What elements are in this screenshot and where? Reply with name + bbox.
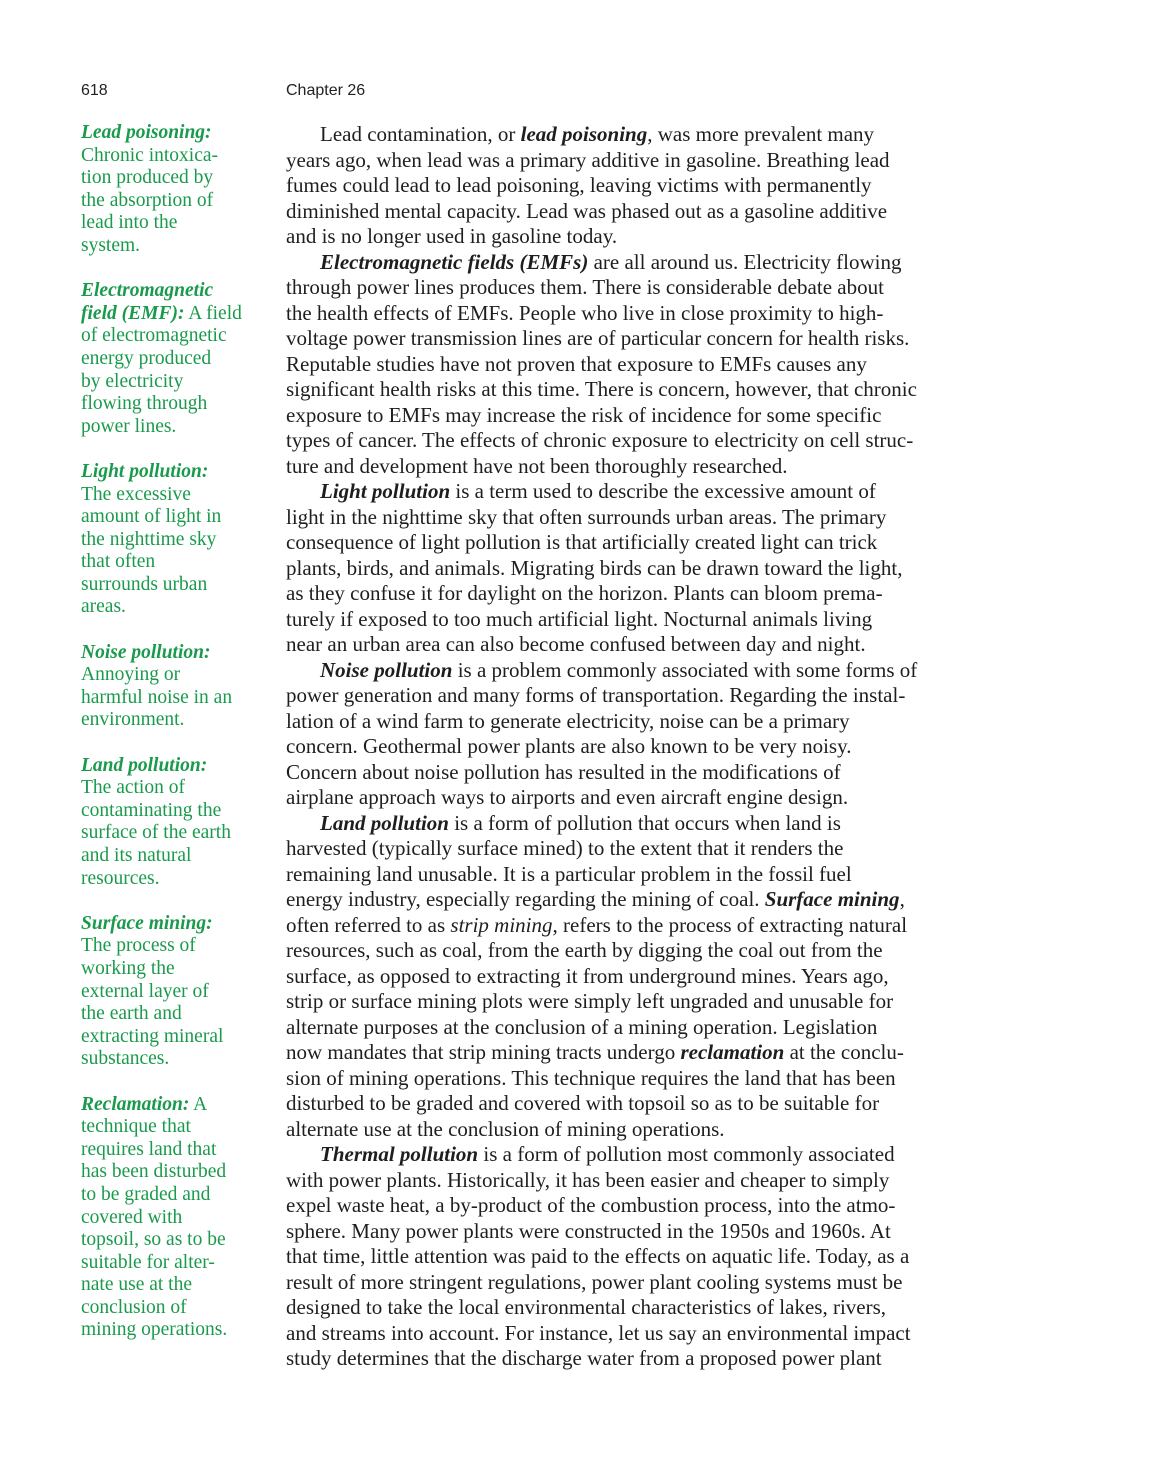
text-line: types of cancer. The effects of chronic exposure to electricity on cell struc- (286, 428, 914, 452)
text-line (286, 1142, 1010, 1168)
glossary-text: A field (184, 302, 242, 324)
paragraph-thermal-pollution (286, 1142, 1010, 1372)
text-line: significant health risks at this time. There is concern, however, that chronic (286, 377, 917, 401)
glossary-line: the absorption of (81, 189, 214, 211)
text-line: alternate use at the conclusion of mining operations. (286, 1116, 725, 1141)
text-line: exposure to EMFs may increase the risk of incidence for some specific (286, 402, 882, 427)
paragraph-noise-pollution (286, 658, 1010, 811)
glossary-line (81, 303, 259, 326)
text-line (286, 250, 1010, 276)
text-line: strip or surface mining plots were simply left ungraded and unusable for (286, 989, 894, 1013)
glossary-entry-noise-pollution (81, 642, 259, 732)
body-text (286, 122, 1010, 1372)
text-line: surface, as opposed to extracting it from underground mines. Years ago, (286, 963, 889, 988)
key-term: Light pollution (320, 479, 451, 503)
glossary-line: by electricity (81, 370, 184, 392)
glossary-line: areas. (81, 596, 126, 618)
glossary-term: Surface mining: (81, 912, 213, 934)
glossary-line: Annoying or (81, 664, 181, 686)
glossary-line: external layer of (81, 980, 209, 1002)
key-term: Noise pollution (320, 657, 453, 682)
glossary-line: The action of (81, 777, 185, 799)
glossary-line: surface of the earth (81, 822, 231, 844)
text-span: at the conclu- (784, 1040, 904, 1064)
text-line: sphere. Many power plants were constructed in the 1950s and 1960s. At (286, 1218, 891, 1243)
text-span: are all around us. Electricity flowing (588, 249, 902, 274)
glossary-line: amount of light in (81, 506, 222, 528)
text-line: alternate purposes at the conclusion of a mining operation. Legislation (286, 1014, 878, 1039)
glossary-line: covered with (81, 1206, 183, 1228)
glossary-line: technique that (81, 1116, 191, 1138)
text-line: harvested (typically surface mined) to the extent that it renders the (286, 836, 844, 860)
glossary-line: The process of (81, 935, 196, 957)
glossary-term: Land pollution: (81, 754, 208, 776)
glossary-sidebar (81, 122, 259, 1365)
page-number: 618 (81, 82, 108, 99)
glossary-entry-emf (81, 280, 259, 438)
text-line: the health effects of EMFs. People who live in close proximity to high- (286, 300, 884, 325)
text-line (286, 913, 1010, 939)
glossary-entry-land-pollution (81, 755, 259, 891)
glossary-line: energy produced (81, 347, 212, 369)
text-span: is a form of pollution that occurs when land is (448, 810, 841, 835)
paragraph-lead-poisoning (286, 122, 1010, 250)
glossary-term: Light pollution: (81, 460, 209, 482)
chapter-header: Chapter 26 (286, 82, 366, 99)
paragraph-light-pollution (286, 479, 1010, 658)
glossary-line: The excessive (81, 483, 191, 505)
text-line: as they confuse it for daylight on the horizon. Plants can bloom prema- (286, 581, 883, 605)
glossary-line: tion produced by (81, 167, 214, 189)
text-span: energy industry, especially regarding the mining of coal. (286, 887, 765, 911)
paragraph-emf (286, 250, 1010, 480)
text-span: is a term used to describe the excessive amount of (450, 479, 876, 503)
text-line: remaining land unusable. It is a particular problem in the fossil fuel (286, 861, 852, 886)
key-term: Electromagnetic fields (EMFs) (320, 249, 589, 274)
text-span: , (899, 887, 905, 911)
text-line: result of more stringent regulations, power plant cooling systems must be (286, 1269, 903, 1294)
text-line: and streams into account. For instance, let us say an environmental impact (286, 1320, 911, 1345)
text-line (286, 1040, 1010, 1066)
text-line: consequence of light pollution is that artificially created light can trick (286, 530, 878, 554)
text-span: often referred to as (286, 912, 451, 937)
text-line: designed to take the local environmental characteristics of lakes, rivers, (286, 1295, 887, 1319)
text-line: expel waste heat, a by-product of the combustion process, into the atmo- (286, 1193, 896, 1217)
glossary-line: contaminating the (81, 799, 222, 821)
text-span: is a form of pollution most commonly associated (478, 1142, 895, 1166)
text-span: , was more prevalent many (647, 122, 875, 146)
glossary-line: resources. (81, 867, 160, 889)
text-line: disturbed to be graded and covered with topsoil so as to be suitable for (286, 1091, 880, 1115)
glossary-line: suitable for alter- (81, 1251, 215, 1273)
glossary-term: Lead poisoning: (81, 122, 212, 143)
glossary-line: requires land that (81, 1138, 217, 1160)
glossary-line: flowing through (81, 393, 208, 415)
glossary-line: has been disturbed (81, 1161, 227, 1183)
text-line (286, 122, 1010, 148)
glossary-line: of electromagnetic (81, 325, 227, 347)
text-line: light in the nighttime sky that often surrounds urban areas. The primary (286, 504, 887, 529)
glossary-entry-surface-mining (81, 913, 259, 1071)
text-line: near an urban area can also become confused between day and night. (286, 632, 866, 656)
key-term: Land pollution (320, 810, 449, 835)
text-line: power generation and many forms of transportation. Regarding the instal- (286, 683, 906, 707)
glossary-line: harmful noise in an (81, 686, 233, 708)
glossary-term: Reclamation: (81, 1093, 190, 1115)
text-line: lation of a wind farm to generate electricity, noise can be a primary (286, 708, 850, 733)
glossary-entry-reclamation (81, 1094, 259, 1343)
glossary-line: topsoil, so as to be (81, 1229, 226, 1251)
glossary-text: A (189, 1093, 208, 1115)
glossary-line: power lines. (81, 415, 177, 437)
text-line: with power plants. Historically, it has been easier and cheaper to simply (286, 1167, 890, 1192)
text-span: now mandates that strip mining tracts undergo (286, 1040, 681, 1064)
glossary-line: extracting mineral (81, 1025, 224, 1047)
text-line: concern. Geothermal power plants are also known to be very noisy. (286, 734, 852, 758)
text-line: fumes could lead to lead poisoning, leaving victims with permanently (286, 173, 872, 197)
glossary-line (81, 1094, 259, 1117)
text-line: airplane approach ways to airports and even aircraft engine design. (286, 785, 849, 809)
glossary-line: substances. (81, 1048, 170, 1070)
text-line (286, 658, 1010, 684)
glossary-line: lead into the (81, 212, 178, 234)
glossary-line: nate use at the (81, 1274, 192, 1296)
text-line: study determines that the discharge water from a proposed power plant (286, 1346, 882, 1370)
text-line: resources, such as coal, from the earth by digging the coal out from the (286, 938, 883, 962)
glossary-line: mining operations. (81, 1319, 228, 1341)
glossary-line: that often (81, 551, 156, 573)
key-term: Thermal pollution (320, 1142, 479, 1166)
key-term: Surface mining (764, 887, 900, 911)
key-term: reclamation (680, 1040, 785, 1064)
glossary-term: Electromagnetic (81, 280, 214, 302)
glossary-term: Noise pollution: (81, 641, 211, 663)
text-line: that time, little attention was paid to the effects on aquatic life. Today, as a (286, 1244, 910, 1268)
text-line (286, 887, 1010, 913)
text-line: sion of mining operations. This technique requires the land that has been (286, 1065, 896, 1090)
glossary-term: field (EMF): (81, 302, 185, 324)
glossary-line: and its natural (81, 845, 192, 866)
text-span: is a problem commonly associated with some forms of (452, 657, 918, 682)
glossary-line: surrounds urban (81, 573, 208, 595)
text-span: , refers to the process of extracting natural (552, 912, 908, 937)
text-line (286, 811, 1010, 837)
glossary-entry-lead-poisoning (81, 122, 259, 258)
glossary-line: Chronic intoxica- (81, 144, 219, 166)
glossary-line: to be graded and (81, 1183, 211, 1205)
key-term: lead poisoning (520, 122, 648, 146)
text-span: Lead contamination, or (320, 122, 521, 146)
paragraph-land-pollution (286, 811, 1010, 1143)
text-line: diminished mental capacity. Lead was phased out as a gasoline additive (286, 198, 888, 223)
glossary-line: the earth and (81, 1003, 182, 1025)
glossary-line: conclusion of (81, 1296, 187, 1318)
glossary-line: environment. (81, 709, 185, 731)
glossary-line: the nighttime sky (81, 528, 217, 550)
glossary-line: system. (81, 234, 141, 256)
text-line: years ago, when lead was a primary additive in gasoline. Breathing lead (286, 147, 890, 172)
text-line: plants, birds, and animals. Migrating birds can be drawn toward the light, (286, 555, 903, 580)
text-line: Concern about noise pollution has resulted in the modifications of (286, 759, 841, 784)
text-line: and is no longer used in gasoline today. (286, 224, 618, 248)
text-line: Reputable studies have not proven that exposure to EMFs causes any (286, 351, 867, 376)
glossary-entry-light-pollution (81, 461, 259, 619)
text-line (286, 479, 1010, 505)
text-line: ture and development have not been thoroughly researched. (286, 453, 788, 478)
text-line: through power lines produces them. There is considerable debate about (286, 275, 884, 299)
glossary-line: working the (81, 957, 175, 979)
text-line: voltage power transmission lines are of particular concern for health risks. (286, 326, 910, 350)
italic-term: strip mining (450, 912, 553, 937)
text-line: turely if exposed to too much artificial light. Nocturnal animals living (286, 606, 873, 631)
